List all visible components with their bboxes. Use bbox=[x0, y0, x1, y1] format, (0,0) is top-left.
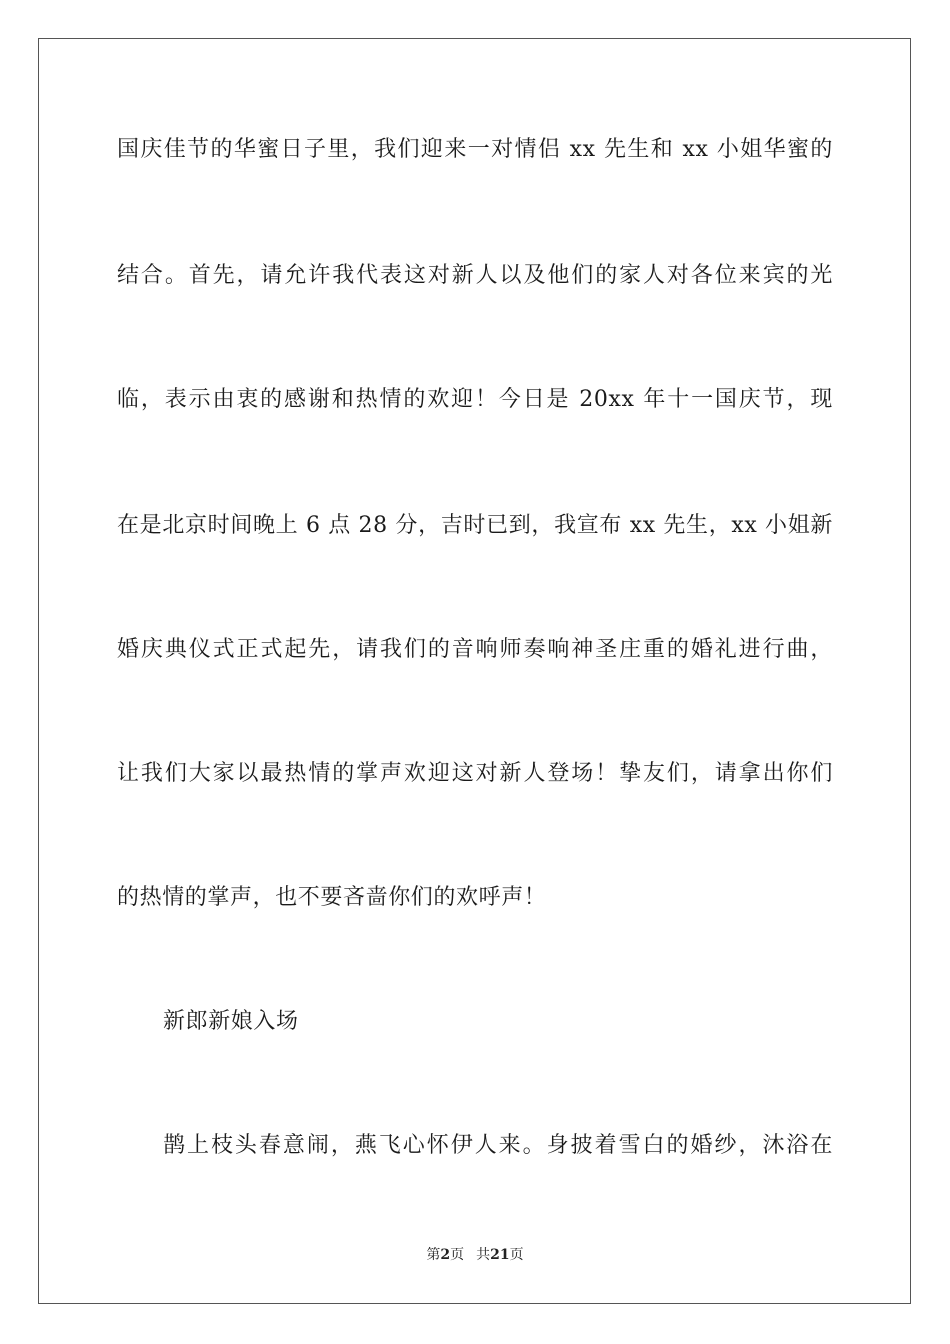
body-text-line-2: 结合。首先，请允许我代表这对新人以及他们的家人对各位来宾的光 bbox=[117, 263, 833, 288]
page-border bbox=[38, 38, 911, 1304]
total-pages: 21 bbox=[490, 1247, 510, 1263]
body-text-line-4: 在是北京时间晚上 6 点 28 分，吉时已到，我宣布 xx 先生，xx 小姐新 bbox=[117, 513, 833, 538]
body-text-line-6: 让我们大家以最热情的掌声欢迎这对新人登场！挚友们，请拿出你们 bbox=[117, 761, 833, 786]
page-suffix: 页 bbox=[450, 1247, 465, 1263]
body-text-line-7: 的热情的掌声，也不要吝啬你们的欢呼声！ bbox=[117, 885, 547, 910]
page-prefix: 第 bbox=[426, 1247, 441, 1263]
total-prefix: 共 bbox=[476, 1247, 491, 1263]
section-heading: 新郎新娘入场 bbox=[163, 1009, 299, 1034]
section-paragraph-line-1: 鹊上枝头春意闹，燕飞心怀伊人来。身披着雪白的婚纱，沐浴在 bbox=[163, 1133, 833, 1158]
total-suffix: 页 bbox=[509, 1247, 524, 1263]
body-text-line-5: 婚庆典仪式正式起先，请我们的音响师奏响神圣庄重的婚礼进行曲， bbox=[117, 637, 833, 662]
body-text-line-1: 国庆佳节的华蜜日子里，我们迎来一对情侣 xx 先生和 xx 小姐华蜜的 bbox=[117, 137, 833, 162]
body-text-line-3: 临，表示由衷的感谢和热情的欢迎！今日是 20xx 年十一国庆节，现 bbox=[117, 387, 833, 412]
page-number: 2 bbox=[440, 1247, 451, 1263]
page-footer bbox=[0, 1246, 950, 1264]
